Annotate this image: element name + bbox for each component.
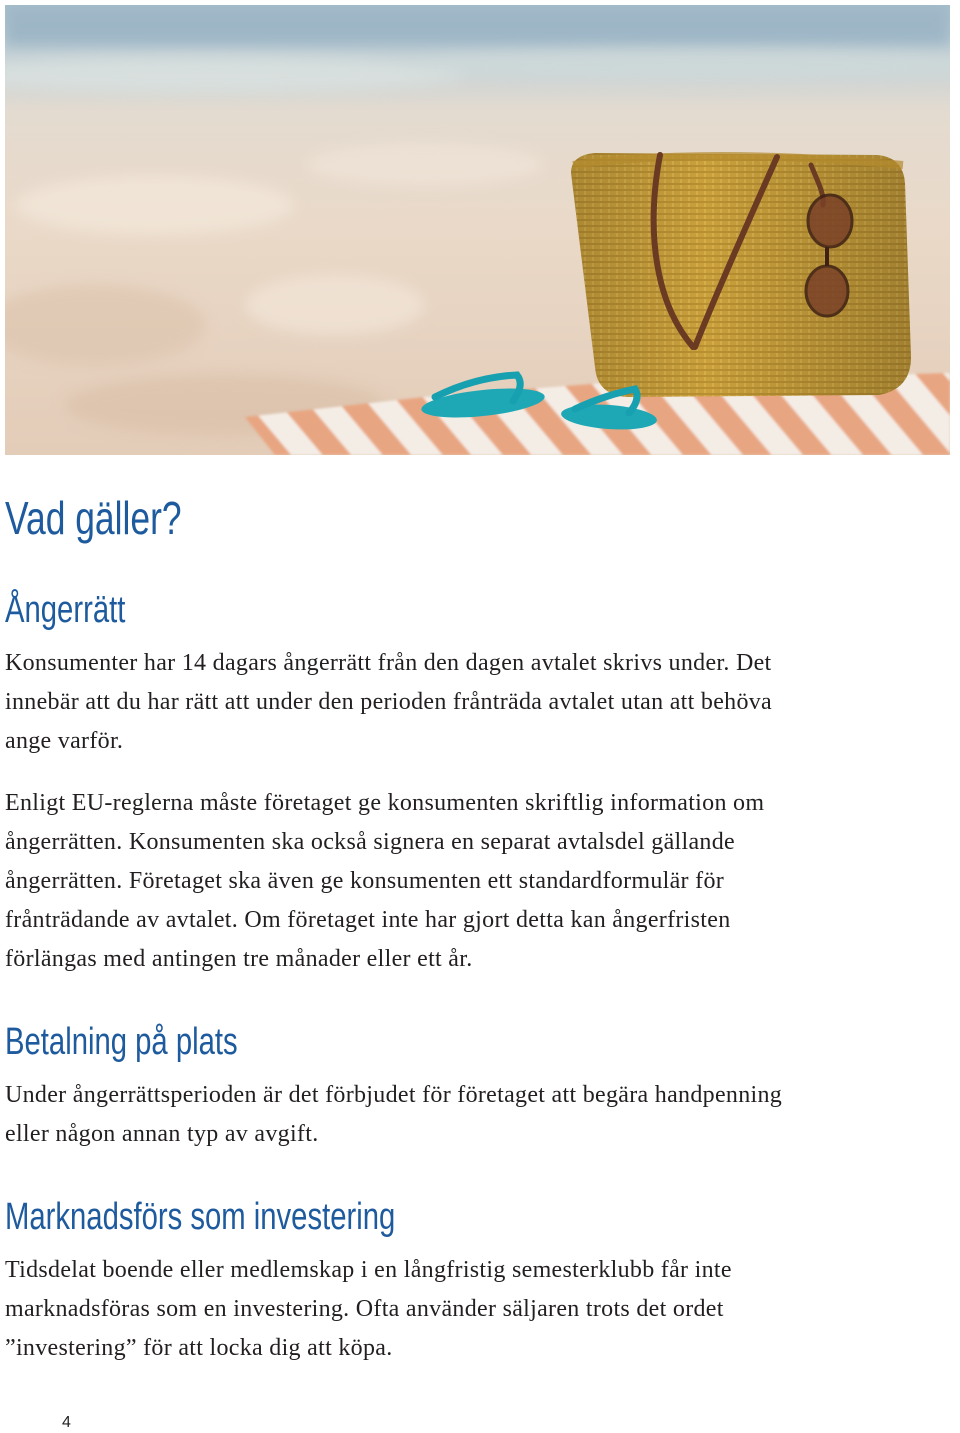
- paragraph: [5, 1251, 955, 1368]
- body-text-line: förlängas med antingen tre månader eller ett år.: [5, 946, 473, 972]
- section-heading-betalning: Betalning på plats: [5, 1021, 238, 1063]
- paragraph: [5, 784, 955, 979]
- body-text-line: Konsumenter har 14 dagars ångerrätt från den dagen avtalet skrivs under. Det: [5, 650, 772, 676]
- paragraph: [5, 1076, 955, 1154]
- beach-photo: [5, 5, 950, 455]
- body-text-line: ange varför.: [5, 728, 124, 754]
- section-heading-angerratt: Ångerrätt: [5, 589, 126, 631]
- body-text-line: ångerrätten. Konsumenten ska också signera en separat avtalsdel gällande: [5, 829, 735, 855]
- body-text-line: frånträdande av avtalet. Om företaget inte har gjort detta kan ångerfristen: [5, 907, 731, 933]
- paragraph: [5, 644, 955, 761]
- body-text-line: Under ångerrättsperioden är det förbjudet för företaget att begära handpenning: [5, 1082, 783, 1108]
- body-text-line: eller någon annan typ av avgift.: [5, 1121, 319, 1147]
- body-text-line: Tidsdelat boende eller medlemskap i en långfristig semesterklubb får inte: [5, 1257, 732, 1283]
- body-text-line: Enligt EU-reglerna måste företaget ge konsumenten skriftlig information om: [5, 790, 765, 816]
- body-text-line: marknadsföras som en investering. Ofta använder säljaren trots det ordet: [5, 1296, 724, 1322]
- body-text-line: innebär att du har rätt att under den perioden frånträda avtalet utan att behöva: [5, 689, 773, 715]
- page-title: Vad gäller?: [5, 492, 182, 544]
- section-heading-marknadsfors: Marknadsförs som investering: [5, 1196, 396, 1238]
- page-number: 4: [62, 1414, 71, 1431]
- body-text-line: ”investering” för att locka dig att köpa.: [5, 1335, 393, 1361]
- body-text-line: ångerrätten. Företaget ska även ge konsumenten ett standardformulär för: [5, 868, 725, 894]
